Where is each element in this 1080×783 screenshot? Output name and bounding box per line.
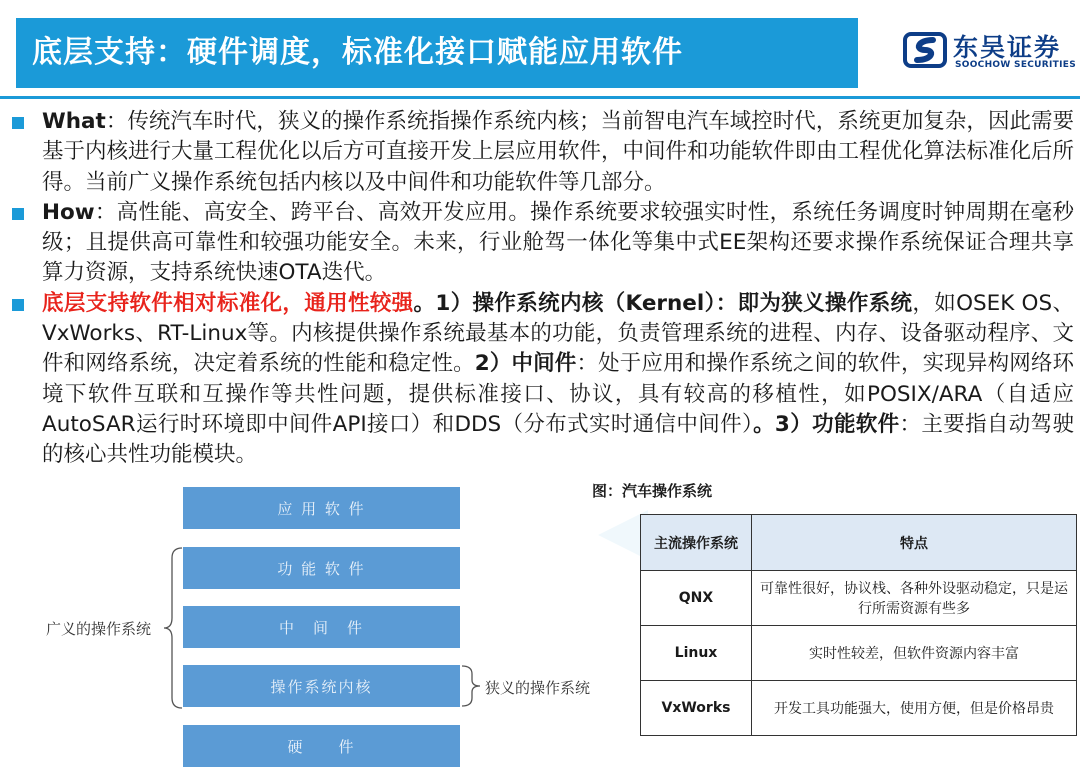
layer-application-software: 应 用 软 件 (183, 487, 460, 529)
layer-kernel: 操作系统内核 (183, 665, 460, 707)
column-header-features: 特点 (752, 515, 1077, 571)
narrow-os-label: 狭义的操作系统 (485, 679, 591, 697)
table-row (641, 571, 1077, 626)
os-name-cell: Linux (641, 626, 752, 681)
os-feature-cell: 开发工具功能强大，使用方便，但是价格昂贵 (752, 681, 1077, 736)
function-software-text: ：主要指自动驾驶的核心共性功能模块。 (42, 411, 1074, 468)
bullet-how-label: How (42, 199, 95, 225)
narrow-os-brace (462, 666, 480, 706)
os-comparison-table (640, 514, 1077, 736)
os-feature-cell: 实时性较差，但软件资源内容丰富 (752, 626, 1077, 681)
logo-chinese-name: 东吴证券 (953, 33, 1062, 62)
broad-os-label: 广义的操作系统 (46, 620, 152, 638)
bullet-how-text: ：高性能、高安全、跨平台、高效开发应用。操作系统要求较强实时性，系统任务调度时钟周期在毫秒级；且提供高可靠性和较强功能安全。未来，行业舱驾一体化等集中式EE架构还要求操作系统保证合理共享算力资源，支持系统快速OTA迭代。 (42, 199, 1074, 286)
broad-os-brace (164, 548, 182, 708)
os-feature-cell: 可靠性很好，协议栈、各种外设驱动稳定，只是运行所需资源有些多 (752, 571, 1077, 626)
bullet-what-label: What (42, 109, 106, 134)
bullet-what-text: ：传统汽车时代，狭义的操作系统指操作系统内核；当前智电汽车域控时代，系统更加复杂，因此需要基于内核进行大量工程优化以后方可直接开发上层应用软件，中间件和功能软件即由工程优化算法标准化后所得。当前广义操作系统包括内核以及中间件和功能软件等几部分。 (42, 109, 1075, 195)
table-row (641, 681, 1077, 736)
column-header-os: 主流操作系统 (641, 515, 752, 571)
layer-hardware: 硬 件 (183, 725, 460, 767)
middleware-text: ：处于应用和操作系统之间的软件，实现异构网络环境下软件互联和互操作等共性问题，提供标准接口、协议，具有较高的移植性，如POSIX/ARA（自适应AutoSAR运行时环境即中间件API接口）和DDS（分布式实时通信中间件） (42, 351, 1074, 437)
table-row (641, 626, 1077, 681)
page-title: 底层支持：硬件调度，标准化接口赋能应用软件 (16, 18, 858, 88)
middleware-heading: 2）中间件 (474, 351, 577, 377)
os-name-cell: VxWorks (641, 681, 752, 736)
layer-function-software: 功 能 软 件 (183, 547, 460, 589)
table-caption: 图：汽车操作系统 (592, 482, 713, 500)
kernel-heading: 。1）操作系统内核（Kernel）：即为狭义操作系统 (413, 290, 913, 316)
kernel-text: ，如OSEK OS、VxWorks、RT-Linux等。内核提供操作系统最基本的功能，负责管理系统的进程、内存、设备驱动程序、文件和网络系统，决定着系统的性能和稳定性。 (42, 290, 1074, 377)
logo-english-name: SOOCHOW SECURITIES (955, 60, 1076, 70)
function-software-heading: 。3）功能软件 (753, 411, 900, 437)
bullet-highlight: 底层支持软件相对标准化，通用性较强 (42, 290, 414, 316)
os-name-cell: QNX (641, 571, 752, 626)
layer-middleware: 中 间 件 (183, 606, 460, 648)
table-header-row (641, 515, 1077, 571)
